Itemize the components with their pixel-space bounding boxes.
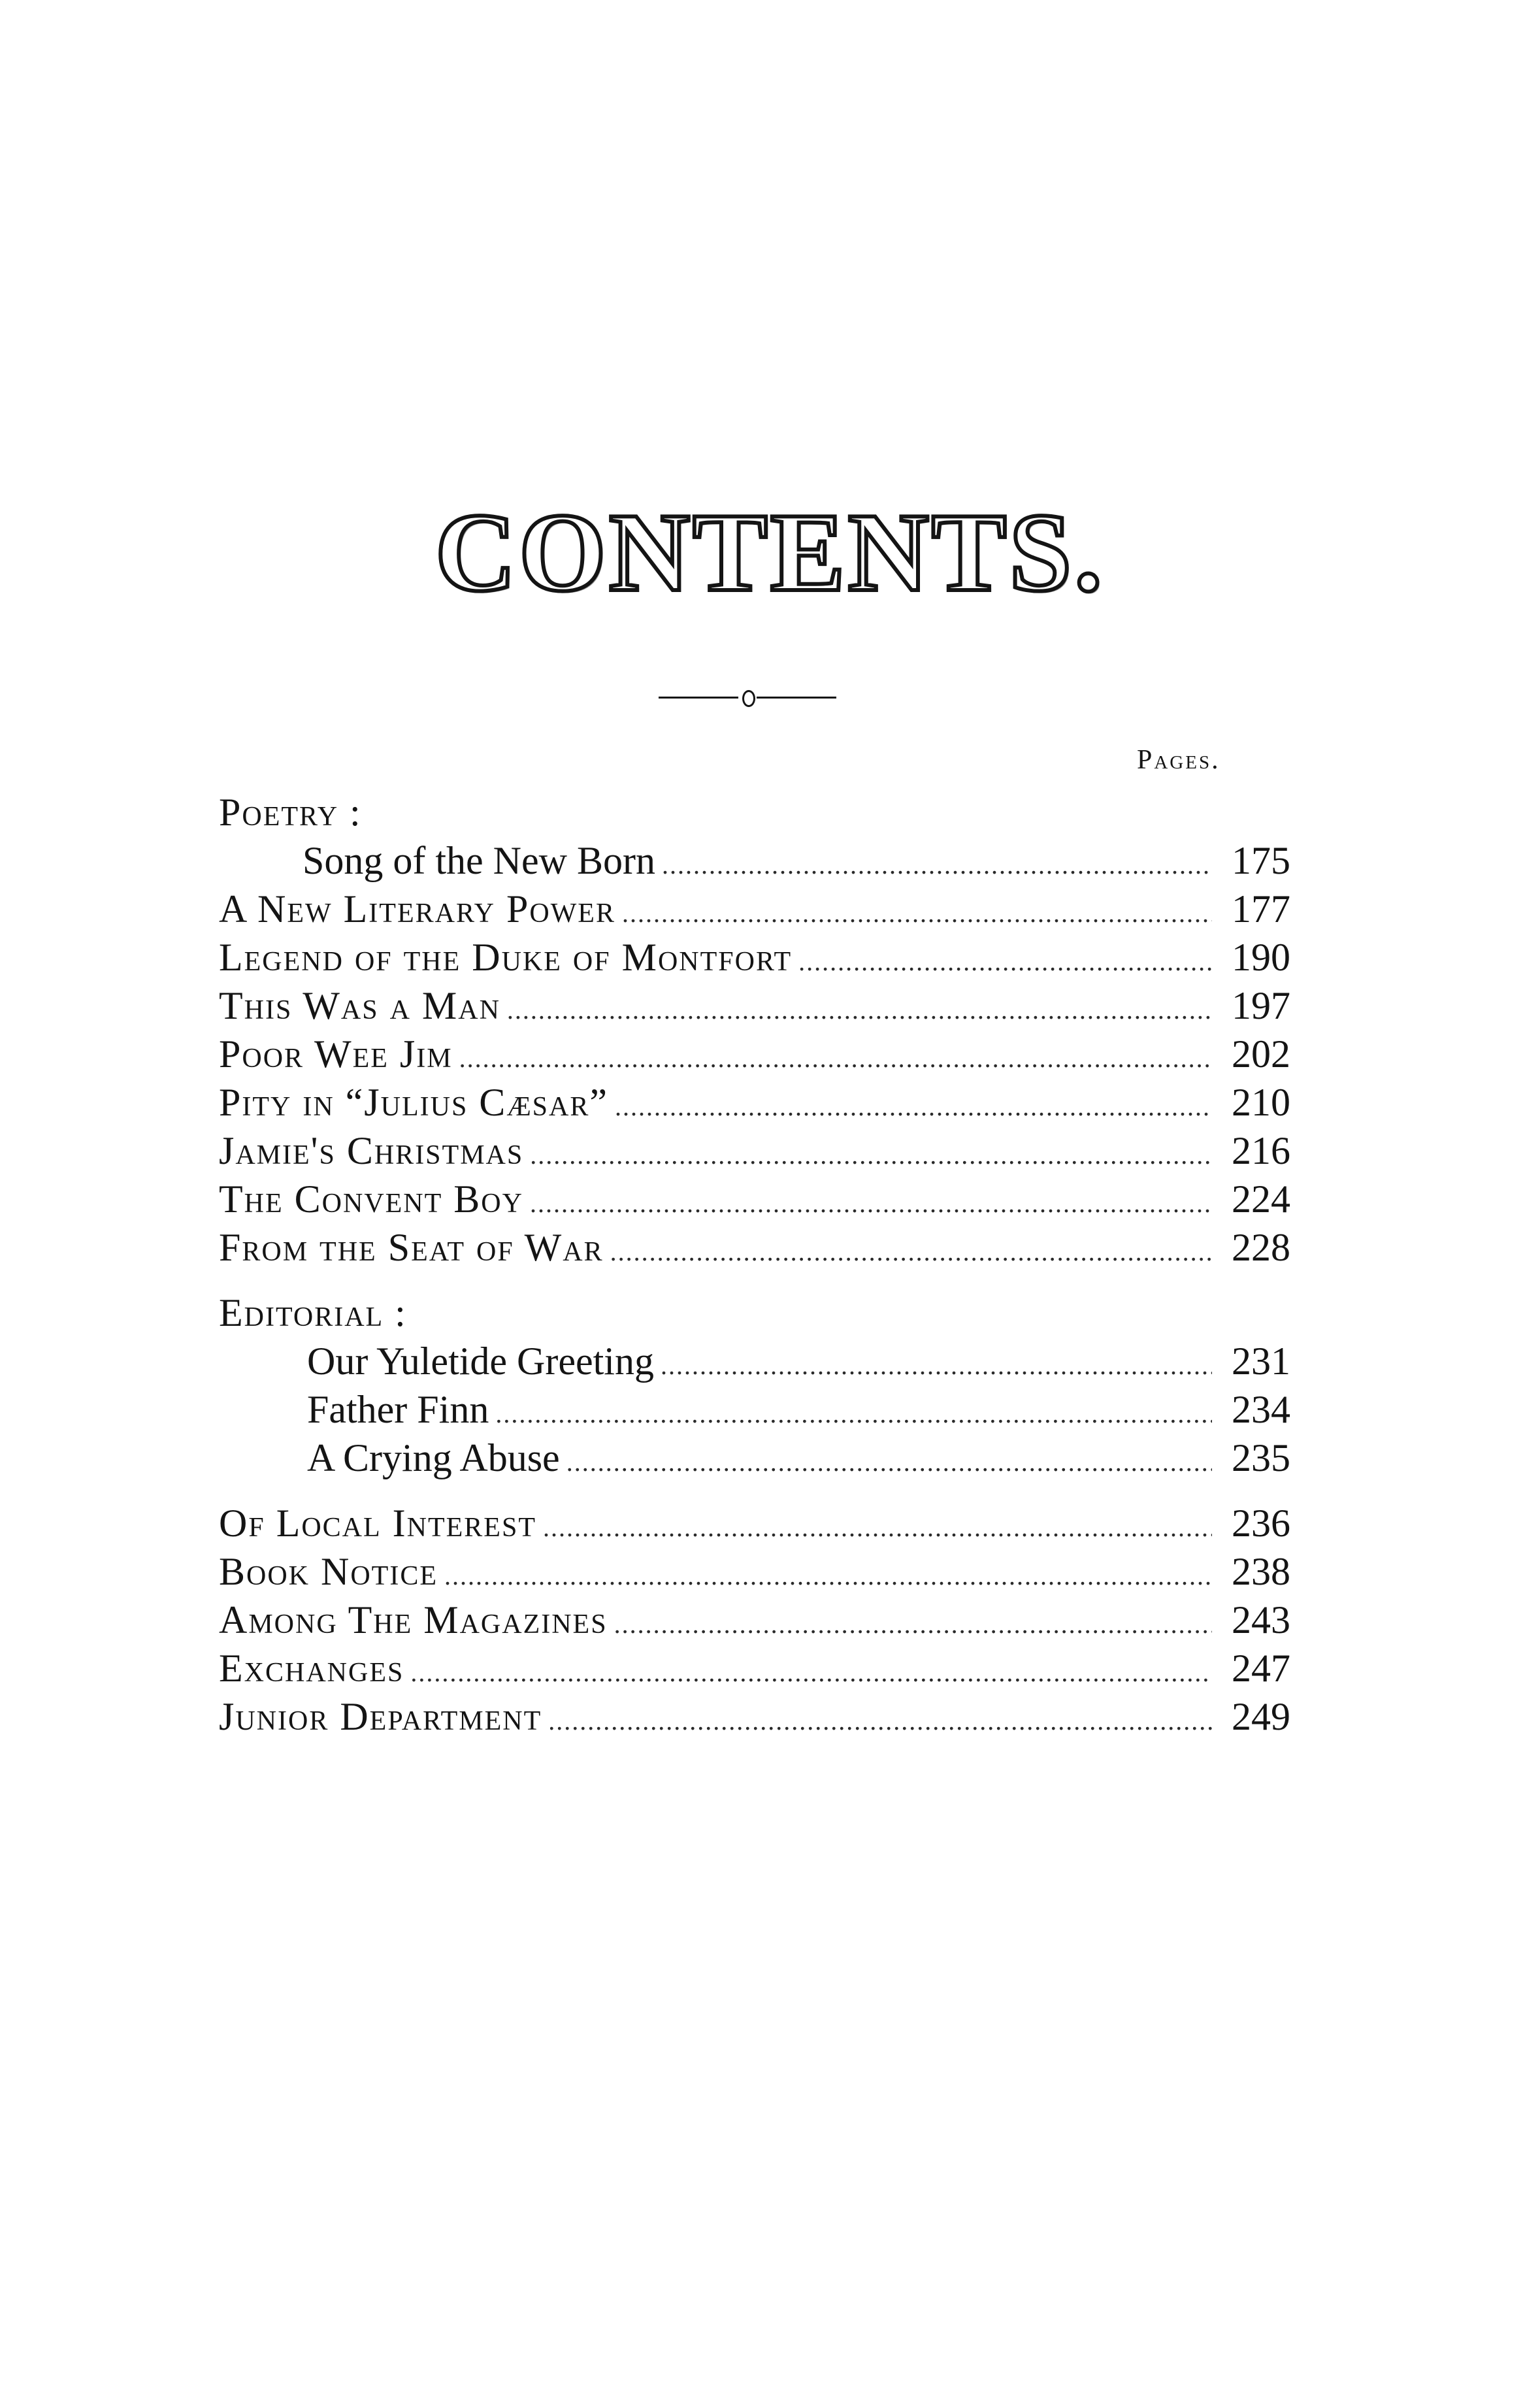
rule-line-left (659, 697, 738, 699)
toc-entry (219, 1499, 1290, 1547)
toc-entry-page: 243 (1232, 1598, 1290, 1641)
toc-entry-page: 234 (1232, 1388, 1290, 1431)
pages-column-header: Pages. (1137, 745, 1221, 775)
toc-entry-title: Of Local Interest (219, 1502, 536, 1545)
toc-entry-title: Exchanges (219, 1647, 404, 1690)
toc-entry (219, 885, 1290, 933)
dot-leader (615, 1083, 1212, 1131)
toc-entry-page: 236 (1232, 1502, 1290, 1545)
toc-entry-title: Pity in “Julius Cæsar” (219, 1081, 608, 1124)
toc-entry (219, 1547, 1290, 1596)
section-heading-label: Poetry : (219, 791, 362, 834)
toc-entry-page: 235 (1232, 1436, 1290, 1479)
dot-leader (661, 1342, 1212, 1390)
rule-ornament-icon (742, 690, 755, 707)
toc-entry-page: 190 (1232, 936, 1290, 979)
toc-entry-page: 177 (1232, 887, 1290, 931)
section-heading-poetry (219, 788, 1290, 836)
dot-leader (530, 1131, 1212, 1179)
toc-entry-title: Father Finn (307, 1388, 489, 1431)
toc-entry-page: 228 (1232, 1226, 1290, 1269)
toc-entry-title: The Convent Boy (219, 1178, 523, 1221)
toc-entry (219, 836, 1290, 885)
toc-entry-page: 202 (1232, 1032, 1290, 1076)
toc-entry-page: 247 (1232, 1647, 1290, 1690)
dot-leader (459, 1034, 1212, 1083)
toc-entry-title: Junior Department (219, 1695, 542, 1738)
rule-line-right (757, 697, 836, 699)
dot-leader (662, 841, 1212, 889)
ornamental-rule (659, 687, 836, 707)
toc-entry (219, 1385, 1290, 1434)
toc-entry (219, 1644, 1290, 1692)
toc-entry-page: 224 (1232, 1178, 1290, 1221)
page-title: CONTENTS. (434, 491, 1106, 615)
toc-entry (219, 933, 1290, 981)
dot-leader (798, 938, 1212, 986)
toc-entry (219, 1223, 1290, 1272)
toc-entry-page: 197 (1232, 984, 1290, 1027)
dot-leader (622, 889, 1212, 938)
dot-leader (566, 1438, 1212, 1487)
section-heading-editorial (219, 1289, 1290, 1337)
toc-entry (219, 1078, 1290, 1127)
toc-entry-title: Poor Wee Jim (219, 1032, 453, 1076)
toc-entry-page: 231 (1232, 1340, 1290, 1383)
toc-entry-title: Among The Magazines (219, 1598, 608, 1641)
dot-leader (410, 1649, 1212, 1697)
toc-entry (219, 1175, 1290, 1223)
dot-leader (548, 1697, 1212, 1745)
toc-entry (219, 1030, 1290, 1078)
toc-entry (219, 1596, 1290, 1644)
toc-entry (219, 1337, 1290, 1385)
dot-leader (444, 1552, 1212, 1600)
toc-entry (219, 981, 1290, 1030)
toc-entry-page: 238 (1232, 1550, 1290, 1593)
toc-entry-title: A New Literary Power (219, 887, 615, 931)
dot-leader (543, 1504, 1212, 1552)
toc-entry-title: A Crying Abuse (307, 1436, 560, 1479)
dot-leader (507, 986, 1212, 1034)
toc-entry-title: Legend of the Duke of Montfort (219, 936, 793, 979)
toc-entry-title: This Was a Man (219, 984, 500, 1027)
toc-entry (219, 1692, 1290, 1741)
dot-leader (530, 1179, 1212, 1228)
dot-leader (610, 1228, 1212, 1276)
section-heading-label: Editorial : (219, 1291, 407, 1334)
toc-entry-title: Our Yuletide Greeting (307, 1340, 654, 1383)
dot-leader (614, 1600, 1212, 1649)
toc-entry-title: Song of the New Born (303, 839, 655, 882)
toc-entry-title: Book Notice (219, 1550, 438, 1593)
toc-entry-page: 249 (1232, 1695, 1290, 1738)
toc-entry (219, 1434, 1290, 1482)
toc-entry (219, 1127, 1290, 1175)
table-of-contents (219, 788, 1290, 1741)
dot-leader (495, 1390, 1212, 1438)
toc-entry-title: From the Seat of War (219, 1226, 604, 1269)
toc-entry-page: 216 (1232, 1129, 1290, 1172)
toc-entry-title: Jamie's Christmas (219, 1129, 524, 1172)
toc-entry-page: 210 (1232, 1081, 1290, 1124)
toc-entry-page: 175 (1232, 839, 1290, 882)
